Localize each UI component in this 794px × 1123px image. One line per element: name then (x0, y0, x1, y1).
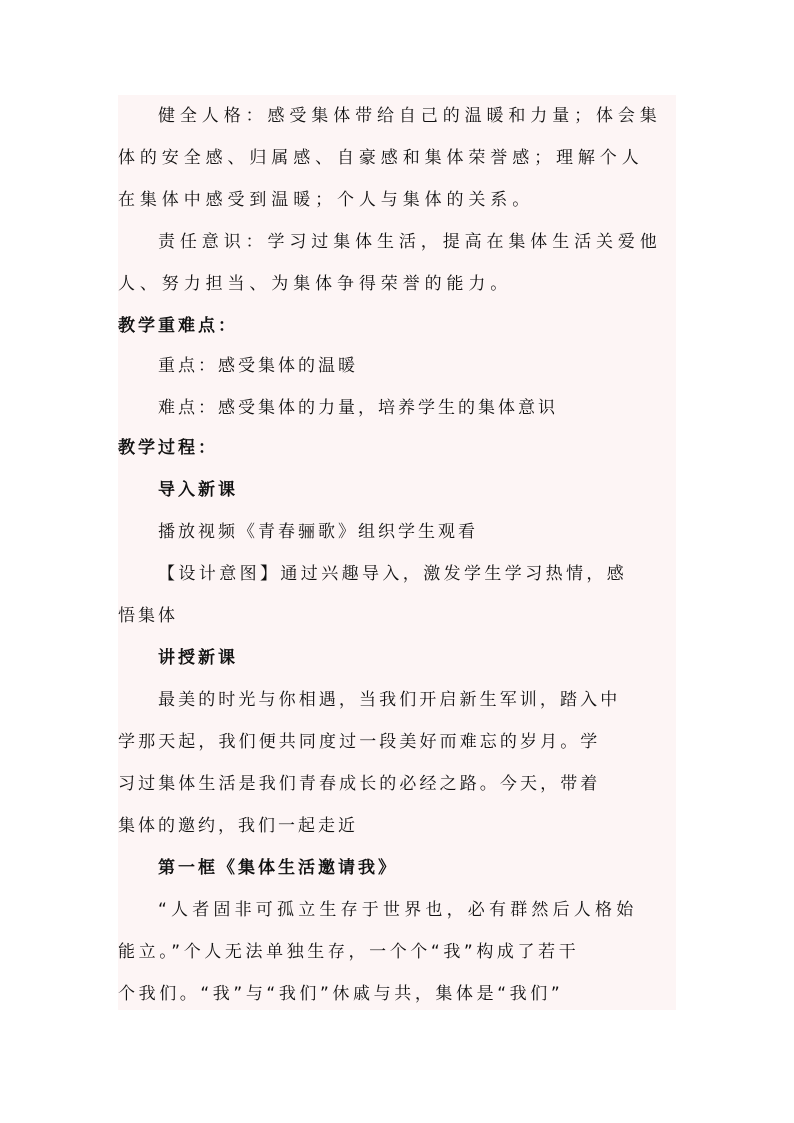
section-heading: 教学重难点： (118, 316, 238, 336)
paragraph-line: 学那天起，我们便共同度过一段美好而难忘的岁月。学 (118, 732, 601, 752)
paragraph-line: 【设计意图】通过兴趣导入，激发学生学习热情，感 (158, 564, 628, 584)
paragraph-line: 重点：感受集体的温暖 (158, 356, 358, 376)
paragraph-line: 健全人格：感受集体带给自己的温暖和力量；体会集 (158, 106, 662, 126)
paragraph-line: 播放视频《青春骊歌》组织学生观看 (158, 522, 478, 542)
paragraph-line: 体的安全感、归属感、自豪感和集体荣誉感；理解个人 (118, 148, 644, 168)
paragraph-line: 人、努力担当、为集体争得荣誉的能力。 (118, 274, 513, 294)
paragraph-line: “人者固非可孤立生存于世界也，必有群然后人格始 (158, 900, 638, 920)
paragraph-line: 在集体中感受到温暖；个人与集体的关系。 (118, 190, 535, 210)
paragraph-line: 最美的时光与你相遇，当我们开启新生军训，踏入中 (158, 690, 621, 710)
paragraph-line: 集体的邀约，我们一起走近 (118, 816, 358, 836)
document-page (118, 95, 676, 1010)
paragraph-line: 难点：感受集体的力量，培养学生的集体意识 (158, 398, 558, 418)
paragraph-line: 个我们。“我”与“我们”休戚与共，集体是“我们” (118, 984, 564, 1004)
subsection-heading: 讲授新课 (158, 648, 238, 668)
subsection-heading: 导入新课 (158, 480, 238, 500)
paragraph-line: 能立。”个人无法单独生存，一个个“我”构成了若干 (118, 942, 580, 962)
subsection-heading: 第一框《集体生活邀请我》 (158, 858, 398, 878)
paragraph-line: 责任意识：学习过集体生活，提高在集体生活关爱他 (158, 232, 662, 252)
paragraph-line: 悟集体 (118, 606, 178, 626)
section-heading: 教学过程： (118, 438, 218, 458)
paragraph-line: 习过集体生活是我们青春成长的必经之路。今天，带着 (118, 774, 601, 794)
